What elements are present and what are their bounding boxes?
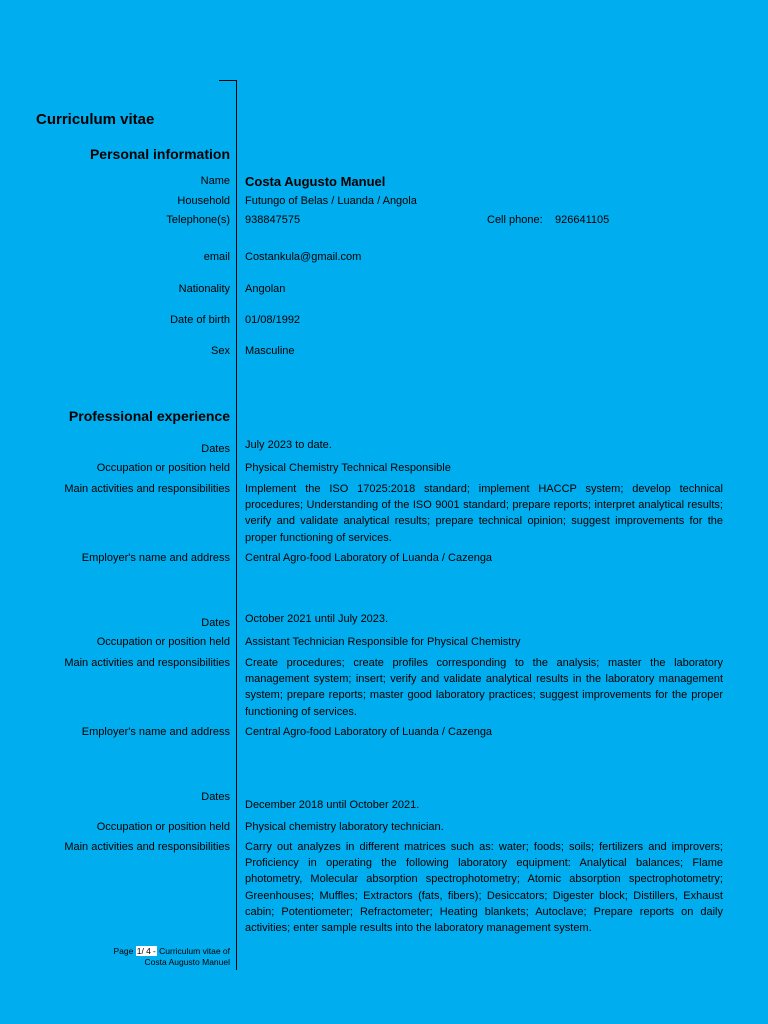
job2-dates: October 2021 until July 2023. bbox=[245, 613, 389, 625]
footer-doc-name: Costa Augusto Manuel bbox=[144, 957, 230, 967]
cell-value: 926641105 bbox=[555, 214, 610, 226]
job2-dates-label: Dates bbox=[201, 617, 230, 629]
footer-doc-title: Curriculum vitae of bbox=[159, 946, 230, 956]
dob-value: 01/08/1992 bbox=[245, 314, 301, 326]
nationality-label: Nationality bbox=[178, 283, 230, 295]
email-value[interactable]: Costankula@gmail.com bbox=[245, 251, 362, 263]
job3-activities: Carry out analyzes in different matrices such as: water; foods; soils; fertilizers and improvers; Proficiency in operating the following laboratory equipment: Analytical balances; Flame photometry, Molecular absorption spectrophotometry; Atomic absorption spectrophotometry; Greenhouses; Muffles; Extractors (fats, fibers); Desiccators; Digester block; Distillers, Exhaust cabin; Potentiometer; Refractometer; Heating blankets; Autoclave; Prepare reports on daily activities; enter sample results into the laboratory management system. bbox=[245, 841, 723, 935]
footer-page-prefix: Page bbox=[113, 946, 134, 956]
job2-employer: Central Agro-food Laboratory of Luanda / Cazenga bbox=[245, 726, 493, 738]
job1-activities-label: Main activities and responsibilities bbox=[64, 483, 230, 495]
name-label: Name bbox=[200, 175, 230, 187]
footer-page-number: 1/ 4 bbox=[136, 946, 151, 956]
household-label: Household bbox=[177, 195, 230, 207]
job1-dates: July 2023 to date. bbox=[245, 439, 332, 451]
job2-activities: Create procedures; create profiles corresponding to the analysis; master the laboratory management system; insert; verify and validate analytical results in the laboratory management system; prepare reports; master good laboratory practices; suggest improvements for the proper functioning of services. bbox=[245, 657, 723, 718]
nationality-value: Angolan bbox=[245, 283, 286, 295]
telephone-label: Telephone(s) bbox=[166, 214, 230, 226]
job3-activities-label: Main activities and responsibilities bbox=[64, 841, 230, 853]
footer-line-1 bbox=[114, 946, 231, 957]
telephone-value: 938847575 bbox=[245, 214, 301, 226]
vertical-divider bbox=[236, 80, 237, 970]
experience-heading: Professional experience bbox=[68, 408, 230, 424]
email-label: email bbox=[203, 251, 230, 263]
job2-occupation: Assistant Technician Responsible for Physical Chemistry bbox=[245, 636, 521, 648]
job2-employer-label: Employer's name and address bbox=[81, 726, 230, 738]
job1-dates-label: Dates bbox=[201, 443, 230, 455]
sex-value: Masculine bbox=[245, 345, 295, 357]
sex-label: Sex bbox=[211, 345, 230, 357]
job1-activities: Implement the ISO 17025:2018 standard; implement HACCP system; develop technical procedures; Understanding of the ISO 9001 standard; prepare reports; interpret analytical results; verify and validate analytical results; prepare technical opinion; suggest improvements for the proper functioning of services. bbox=[245, 483, 723, 544]
page-footer bbox=[114, 946, 231, 968]
job1-employer-label: Employer's name and address bbox=[81, 552, 230, 564]
name-value: Costa Augusto Manuel bbox=[245, 174, 386, 189]
document-title: Curriculum vitae bbox=[36, 111, 155, 128]
footer-page-separator: - bbox=[152, 946, 156, 956]
job1-occupation-label: Occupation or position held bbox=[96, 462, 230, 474]
job3-occupation: Physical chemistry laboratory technician. bbox=[245, 821, 444, 833]
dob-label: Date of birth bbox=[170, 314, 230, 326]
job2-activities-label: Main activities and responsibilities bbox=[64, 657, 230, 669]
divider-top-tick bbox=[219, 80, 237, 81]
job1-employer: Central Agro-food Laboratory of Luanda / Cazenga bbox=[245, 552, 493, 564]
job3-dates: December 2018 until October 2021. bbox=[245, 799, 420, 811]
job1-occupation: Physical Chemistry Technical Responsible bbox=[245, 462, 451, 474]
job3-occupation-label: Occupation or position held bbox=[96, 821, 230, 833]
cell-label: Cell phone: bbox=[487, 214, 543, 226]
job3-dates-label: Dates bbox=[201, 791, 230, 803]
personal-info-heading: Personal information bbox=[89, 146, 230, 162]
job2-occupation-label: Occupation or position held bbox=[96, 636, 230, 648]
household-value: Futungo of Belas / Luanda / Angola bbox=[245, 195, 417, 207]
